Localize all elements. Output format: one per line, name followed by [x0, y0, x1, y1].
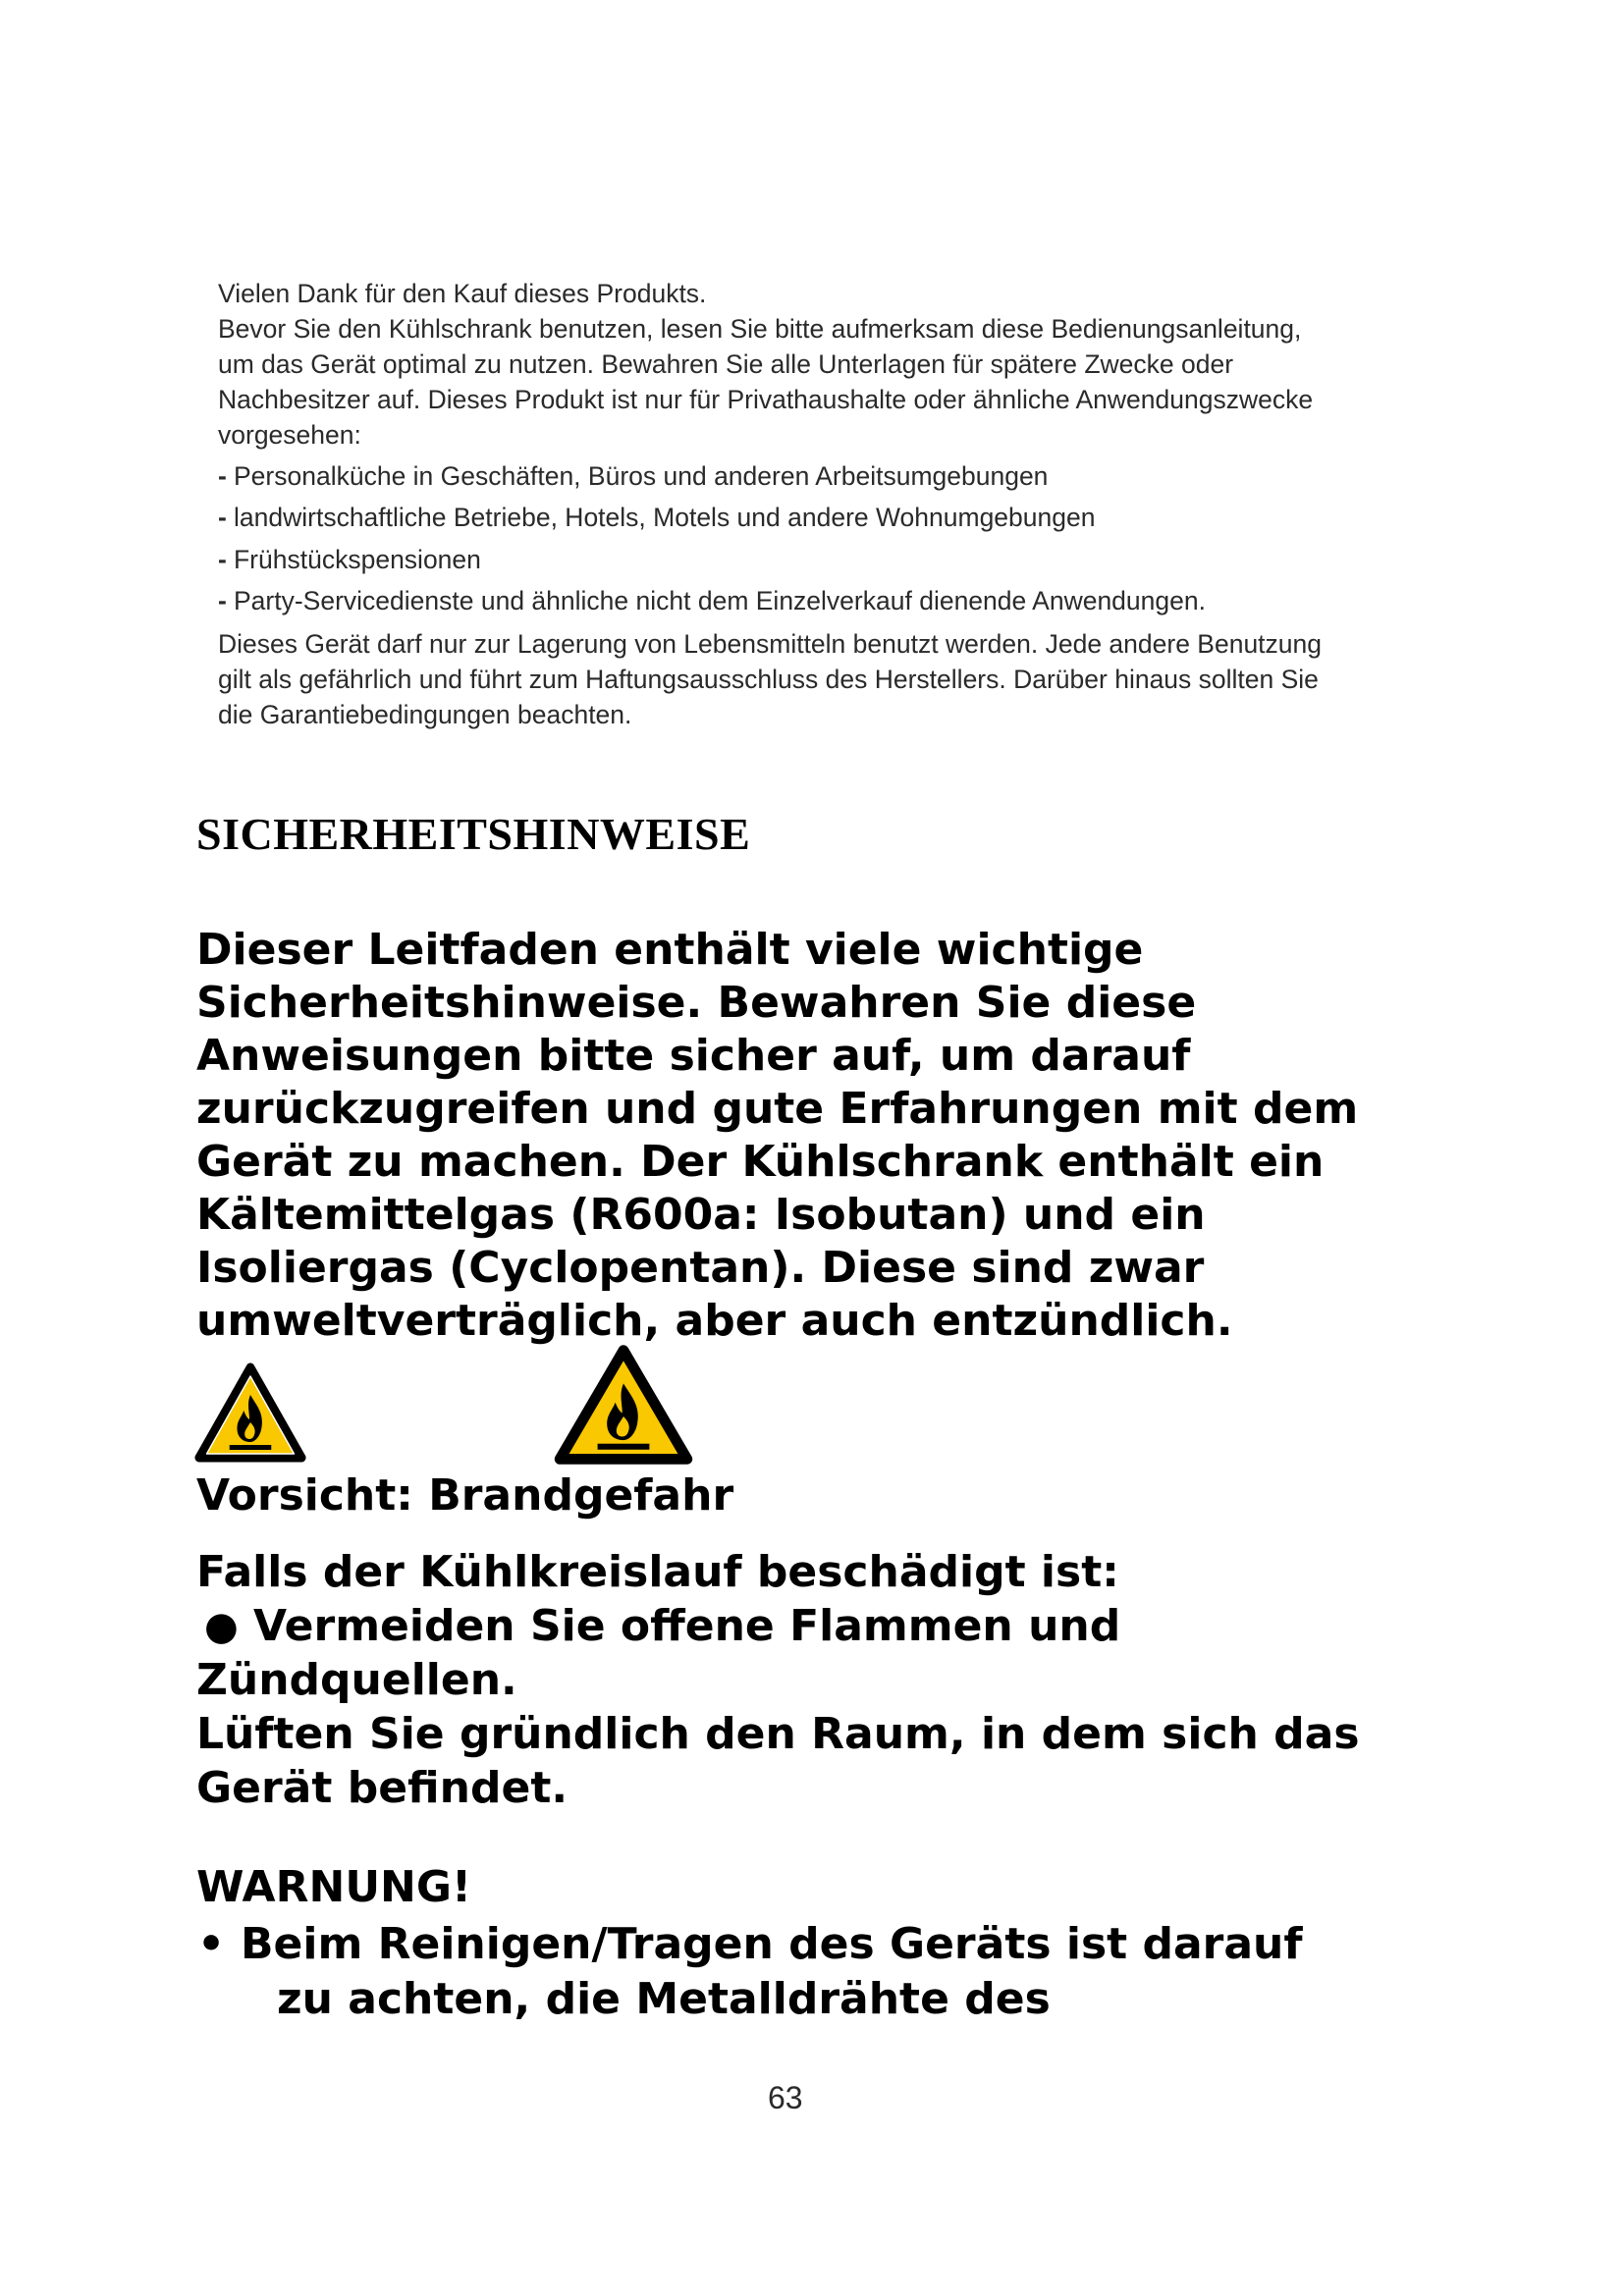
page-number: 63 — [768, 2080, 803, 2115]
bullet-text-continuation: Zündquellen. — [196, 1655, 517, 1705]
list-item-text: Party-Servicedienste und ähnliche nicht dem Einzelverkauf dienende Anwendungen. — [234, 586, 1206, 615]
notice-line: zurückzugreifen und gute Erfahrungen mit dem — [196, 1084, 1359, 1134]
flammable-warning-icon — [553, 1341, 694, 1468]
ventilation-line: Lüften Sie gründlich den Raum, in dem sich das — [196, 1709, 1360, 1759]
notice-line: Dieser Leitfaden enthält viele wichtige — [196, 925, 1144, 975]
intro-list-item — [218, 458, 1048, 494]
intro-list-item — [218, 542, 481, 577]
list-item-text: Personalküche in Geschäften, Büros und anderen Arbeitsumgebungen — [234, 461, 1049, 491]
notice-line: Sicherheitshinweise. Bewahren Sie diese — [196, 978, 1197, 1028]
intro-list-item — [218, 500, 1095, 535]
circuit-condition: Falls der Kühlkreislauf beschädigt ist: — [196, 1547, 1119, 1597]
notice-line: umweltverträglich, aber auch entzündlich. — [196, 1296, 1233, 1346]
list-item-text: landwirtschaftliche Betriebe, Hotels, Motels und andere Wohnumgebungen — [234, 503, 1096, 532]
bullet-icon: • — [197, 1919, 226, 1969]
bullet-icon: ● — [204, 1604, 239, 1649]
list-dash: - — [218, 503, 227, 532]
intro-line: um das Gerät optimal zu nutzen. Bewahren Sie alle Unterlagen für spätere Zwecke oder — [218, 349, 1234, 379]
intro-line: gilt als gefährlich und führt zum Haftungsausschluss des Herstellers. Darüber hinaus sollten Sie — [218, 665, 1319, 694]
intro-line: Nachbesitzer auf. Dieses Produkt ist nur für Privathaushalte oder ähnliche Anwendungszwecke — [218, 385, 1314, 414]
notice-line: Isoliergas (Cyclopentan). Diese sind zwar — [196, 1243, 1205, 1293]
intro-line: Dieses Gerät darf nur zur Lagerung von Lebensmitteln benutzt werden. Jede andere Benutzung — [218, 629, 1323, 659]
intro-line: die Garantiebedingungen beachten. — [218, 700, 632, 729]
intro-line: Vielen Dank für den Kauf dieses Produkts. — [218, 279, 707, 308]
ventilation-line: Gerät befindet. — [196, 1763, 568, 1813]
notice-line: Anweisungen bitte sicher auf, um darauf — [196, 1031, 1191, 1081]
intro-line: vorgesehen: — [218, 420, 361, 450]
list-dash: - — [218, 545, 227, 574]
caution-text: Vorsicht: Brandgefahr — [196, 1470, 734, 1521]
intro-list-item — [218, 583, 1206, 618]
section-heading: SICHERHEITSHINWEISE — [196, 809, 751, 859]
list-item-text: Frühstückspensionen — [234, 545, 481, 574]
warning-bullet-text: Beim Reinigen/Tragen des Geräts ist darauf — [241, 1919, 1303, 1969]
notice-line: Gerät zu machen. Der Kühlschrank enthält ein — [196, 1137, 1325, 1187]
flammable-warning-icon — [193, 1360, 307, 1466]
list-dash: - — [218, 586, 227, 615]
warning-bullet-text-continuation: zu achten, die Metalldrähte des — [277, 1974, 1051, 2024]
intro-line: Bevor Sie den Kühlschrank benutzen, lesen Sie bitte aufmerksam diese Bedienungsanleitung, — [218, 314, 1302, 344]
notice-line: Kältemittelgas (R600a: Isobutan) und ein — [196, 1190, 1206, 1240]
bullet-text: Vermeiden Sie offene Flammen und — [253, 1601, 1121, 1651]
list-dash: - — [218, 461, 227, 491]
warning-heading: WARNUNG! — [196, 1862, 472, 1912]
